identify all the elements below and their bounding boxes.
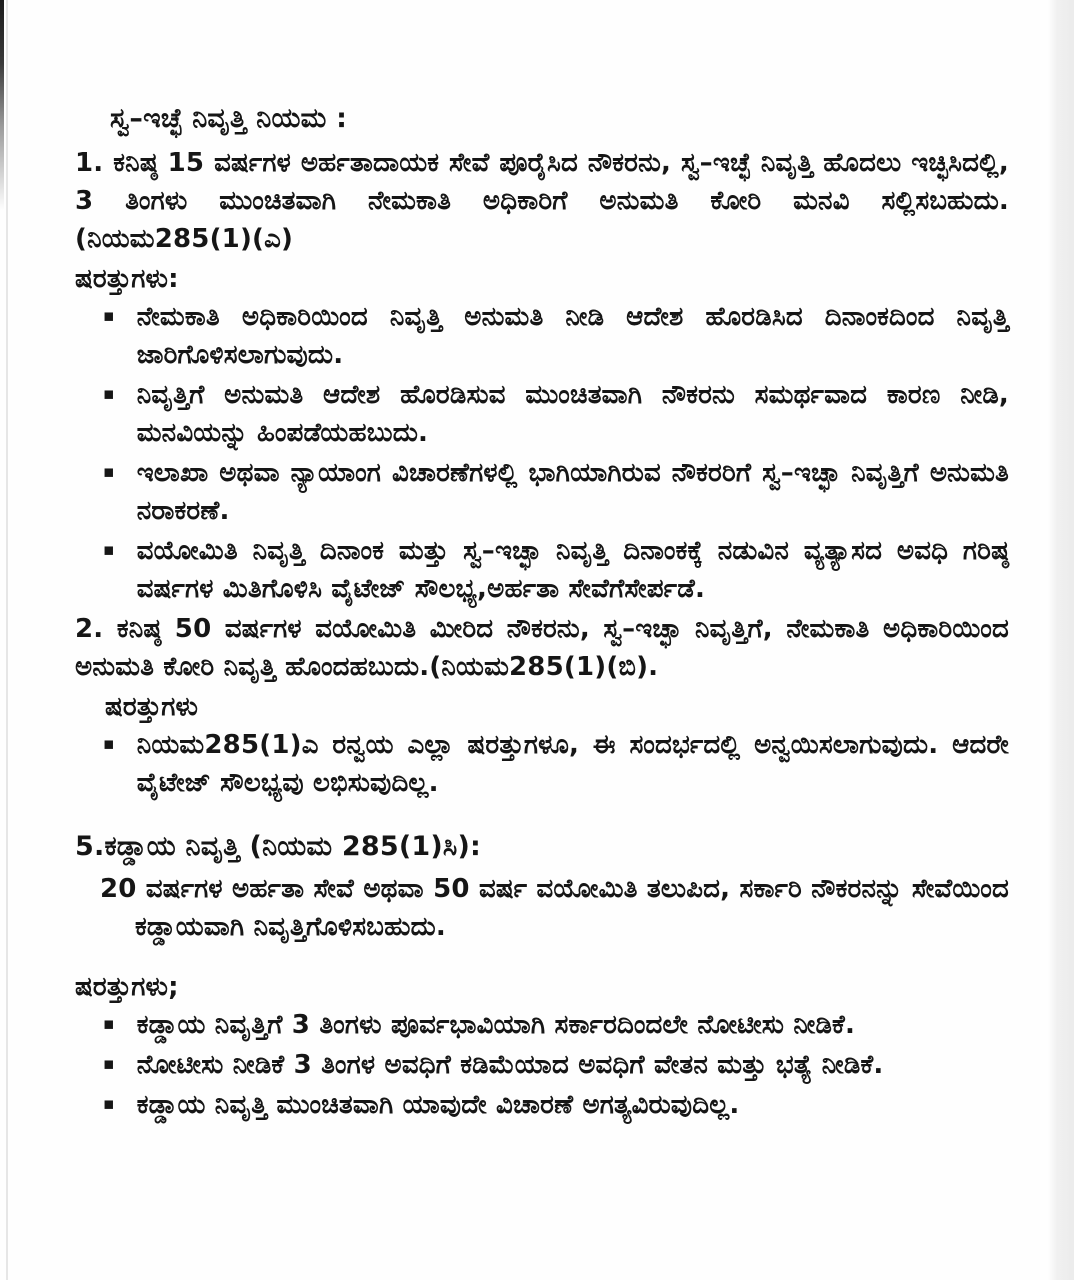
list-item [103,1086,1009,1124]
condition-text: ನೋಟೀಸು ನೀಡಿಕೆ 3 ತಿಂಗಳ ಅವಧಿಗೆ ಕಡಿಮೆಯಾದ ಅವಧಿಗೆ ವೇತನ ಮತ್ತು ಭತ್ಯೆ ನೀಡಿಕೆ. [136,1050,884,1080]
scan-edge-right-shadow [1048,0,1074,1280]
list-item [103,454,1009,530]
square-bullet-icon: ▪ [103,1054,115,1074]
list-item [103,376,1009,452]
conditions-list-1 [75,298,1009,608]
list-item [103,298,1009,374]
square-bullet-icon: ▪ [103,540,115,560]
list-item [103,726,1009,802]
square-bullet-icon: ▪ [103,384,115,404]
list-item [103,532,1009,608]
condition-text: ವಯೋಮಿತಿ ನಿವೃತ್ತಿ ದಿನಾಂಕ ಮತ್ತು ಸ್ವ–ಇಚ್ಛಾ ನಿವೃತ್ತಿ ದಿನಾಂಕಕ್ಕೆ ನಡುವಿನ ವ್ಯತ್ಯಾಸದ ಅವಧಿ ಗರಿಷ್ಠ ವರ್ಷಗಳ ಮಿತಿಗೊಳಿಸಿ ವೈಟೇಜ್ ಸೌಲಭ್ಯ,ಅರ್ಹತಾ ಸೇವೆಗೆಸೇರ್ಪಡೆ. [136,536,1009,604]
condition-text: ಕಡ್ಡಾಯ ನಿವೃತ್ತಿಗೆ 3 ತಿಂಗಳು ಪೂರ್ವಭಾವಿಯಾಗಿ ಸರ್ಕಾರದಿಂದಲೇ ನೋಟೀಸು ನೀಡಿಕೆ. [136,1010,856,1040]
condition-text: ನೇಮಕಾತಿ ಅಧಿಕಾರಿಯಿಂದ ನಿವೃತ್ತಿ ಅನುಮತಿ ನೀಡಿ ಆದೇಶ ಹೊರಡಿಸಿದ ದಿನಾಂಕದಿಂದ ನಿವೃತ್ತಿ ಜಾರಿಗೊಳಿಸಲಾಗುವುದು. [136,302,1009,370]
conditions-heading-3: ಷರತ್ತುಗಳು; [75,972,179,1002]
paragraph-rule-2: 2. ಕನಿಷ್ಠ 50 ವರ್ಷಗಳ ವಯೋಮಿತಿ ಮೀರಿದ ನೌಕರನು, ಸ್ವ–ಇಚ್ಛಾ ನಿವೃತ್ತಿಗೆ, ನೇಮಕಾತಿ ಅಧಿಕಾರಿಯಿಂದ ಅನುಮತಿ ಕೋರಿ ನಿವೃತ್ತಿ ಹೊಂದಹಬುದು.(ನಿಯಮ285(1)(ಬಿ). [75,614,1009,682]
section-5-heading: 5.ಕಡ್ಡಾಯ ನಿವೃತ್ತಿ (ನಿಯಮ 285(1)ಸಿ): [75,831,481,862]
paragraph-rule-1: 1. ಕನಿಷ್ಠ 15 ವರ್ಷಗಳ ಅರ್ಹತಾದಾಯಕ ಸೇವೆ ಪೂರೈಸಿದ ನೌಕರನು, ಸ್ವ–ಇಚ್ಛೆ ನಿವೃತ್ತಿ ಹೊದಲು ಇಚ್ಛಿಸಿದಲ್ಲಿ, 3 ತಿಂಗಳು ಮುಂಚಿತವಾಗಿ ನೇಮಕಾತಿ ಅಧಿಕಾರಿಗೆ ಅನುಮತಿ ಕೋರಿ ಮನವಿ ಸಲ್ಲಿಸಬಹುದು. (ನಿಯಮ285(1)(ಎ) [75,148,1009,254]
section-5-paragraph: 20 ವರ್ಷಗಳ ಅರ್ಹತಾ ಸೇವೆ ಅಥವಾ 50 ವರ್ಷ ವಯೋಮಿತಿ ತಲುಪಿದ, ಸರ್ಕಾರಿ ನೌಕರನನ್ನು ಸೇವೆಯಿಂದ ಕಡ್ಡಾಯವಾಗಿ ನಿವೃತ್ತಿಗೊಳಿಸಬಹುದು. [100,874,1009,942]
square-bullet-icon: ▪ [103,734,115,754]
condition-text: ಕಡ್ಡಾಯ ನಿವೃತ್ತಿ ಮುಂಚಿತವಾಗಿ ಯಾವುದೇ ವಿಚಾರಣೆ ಅಗತ್ಯವಿರುವುದಿಲ್ಲ. [136,1090,740,1120]
scan-edge-left-artifact [0,0,4,210]
square-bullet-icon: ▪ [103,1094,115,1114]
page-title: ಸ್ವ–ಇಚ್ಛೆ ನಿವೃತ್ತಿ ನಿಯಮ : [110,103,348,134]
list-item [103,1006,1009,1044]
list-item [103,1046,1009,1084]
square-bullet-icon: ▪ [103,462,115,482]
condition-text: ನಿಯಮ285(1)ಎ ರನ್ವಯ ಎಲ್ಲಾ ಷರತ್ತುಗಳೂ, ಈ ಸಂದರ್ಭದಲ್ಲಿ ಅನ್ವಯಿಸಲಾಗುವುದು. ಆದರೇ ವೈಟೇಜ್ ಸೌಲಭ್ಯವು ಲಭಿಸುವುದಿಲ್ಲ. [136,730,1009,798]
square-bullet-icon: ▪ [103,1014,115,1034]
conditions-heading-2: ಷರತ್ತುಗಳು [105,692,199,722]
condition-text: ನಿವೃತ್ತಿಗೆ ಅನುಮತಿ ಆದೇಶ ಹೊರಡಿಸುವ ಮುಂಚಿತವಾಗಿ ನೌಕರನು ಸಮರ್ಥವಾದ ಕಾರಣ ನೀಡಿ, ಮನವಿಯನ್ನು ಹಿಂಪಡೆಯಹಬುದು. [136,380,1009,448]
conditions-list-2 [75,726,1009,802]
document-content [75,100,1009,1126]
conditions-heading-1: ಷರತ್ತುಗಳು: [75,264,179,294]
scan-edge-left-line [6,0,8,1280]
square-bullet-icon: ▪ [103,306,115,326]
conditions-list-3 [75,1006,1009,1124]
condition-text: ಇಲಾಖಾ ಅಥವಾ ನ್ಯಾಯಾಂಗ ವಿಚಾರಣೆಗಳಲ್ಲಿ ಭಾಗಿಯಾಗಿರುವ ನೌಕರರಿಗೆ ಸ್ವ–ಇಚ್ಛಾ ನಿವೃತ್ತಿಗೆ ಅನುಮತಿ ನರಾಕರಣೆ. [136,458,1009,526]
